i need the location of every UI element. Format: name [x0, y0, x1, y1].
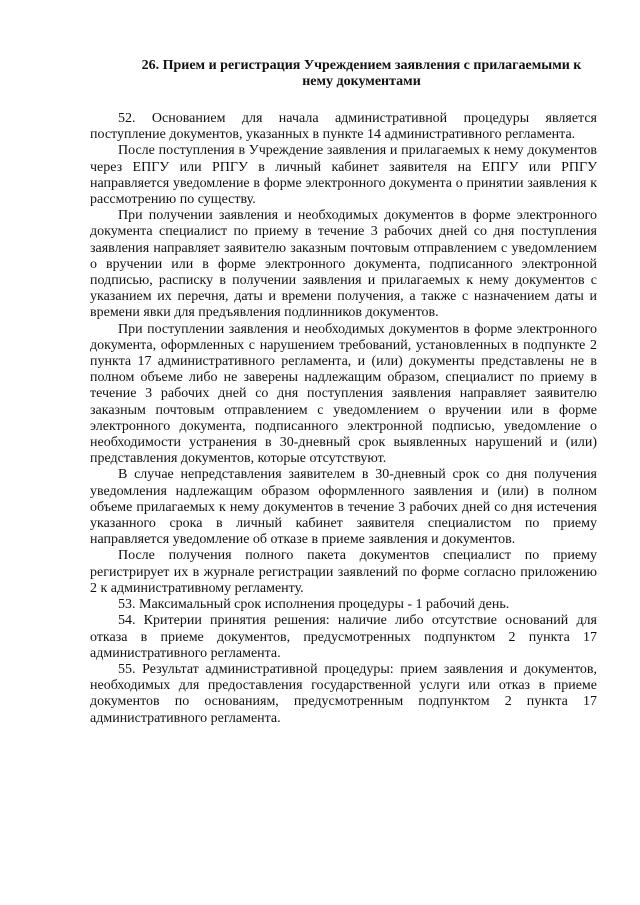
- paragraph-registration: После получения полного пакета документов специалист по приему регистрирует их в журнале регистрации заявлений по форме согласно приложению 2 к административному регламенту.: [90, 548, 597, 596]
- paragraph-53: 53. Максимальный срок исполнения процедуры - 1 рабочий день.: [118, 597, 510, 613]
- section-title: 26. Прием и регистрация Учреждением заявления с прилагаемыми к нему документами: [141, 58, 582, 89]
- document-page: [90, 58, 597, 727]
- paragraph-after-receipt: После поступления в Учреждение заявления и прилагаемых к нему документов через ЕПГУ или РПГУ в личный кабинет заявителя на ЕПГУ или РПГУ направляется уведомление в форме электронного документа о принятии заявления к рассмотрению по существу.: [90, 143, 597, 208]
- paragraph-non-submission: В случае непредставления заявителем в 30-дневный срок со дня получения уведомления надлежащим образом оформленного заявления и (или) в полном объеме прилагаемых к нему документов в течение 3 рабочих дней со дня истечения указанного срока в личный кабинет заявителя специалистом по приему направляется уведомление об отказе в приеме заявления и документов.: [90, 467, 597, 548]
- paragraph-52: 52. Основанием для начала административной процедуры является поступление документов, указанных в пункте 14 административного регламента.: [90, 111, 597, 143]
- paragraph-54: 54. Критерии принятия решения: наличие либо отсутствие оснований для отказа в приеме документов, предусмотренных подпунктом 2 пункта 17 административного регламента.: [90, 613, 597, 661]
- paragraph-violations: При поступлении заявления и необходимых документов в форме электронного документа, оформленных с нарушением требований, установленных в подпункте 2 пункта 17 административного регламента, и (или) документы представлены не в полном объеме либо не заверены надлежащим образом, специалист по приему в течение 3 рабочих дней со дня поступления заявления направляет заявителю заказным почтовым отправлением с уведомлением о вручении или в форме электронного документа, подписанного электронной подписью, уведомление о необходимости устранения в 30-дневный срок выявленных нарушений и (или) представления документов, которые отсутствуют.: [90, 321, 597, 467]
- paragraph-electronic-receipt: При получении заявления и необходимых документов в форме электронного документа специалист по приему в течение 3 рабочих дней со дня поступления заявления направляет заявителю заказным почтовым отправлением с уведомлением о вручении или в форме электронного документа, подписанного электронной подписью, расписку в получении заявления и прилагаемых к нему документов с указанием их перечня, даты и времени получения, а также с назначением даты и времени явки для предъявления подлинников документов.: [90, 208, 597, 321]
- paragraph-55: 55. Результат административной процедуры: прием заявления и документов, необходимых для предоставления государственной услуги или отказ в приеме документов по основаниям, предусмотренным подпунктом 2 пункта 17 административного регламента.: [90, 661, 597, 726]
